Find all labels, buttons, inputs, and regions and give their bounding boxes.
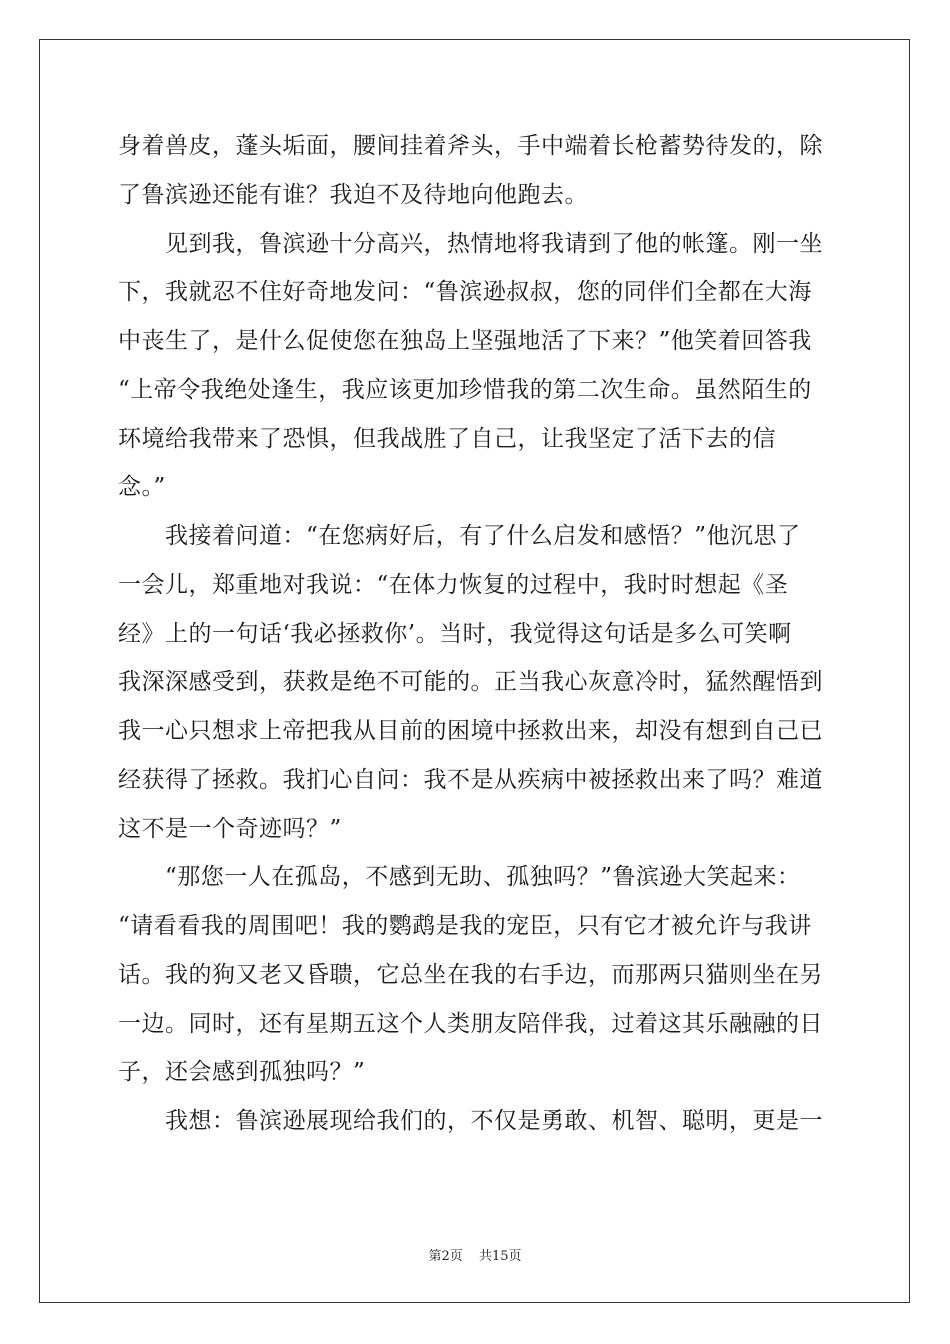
text-line: 中丧生了，是什么促使您在独岛上坚强地活了下来？”他笑着回答我 — [118, 328, 812, 354]
page-total: 共15页 — [478, 1249, 522, 1264]
text-line: 我接着问道：“在您病好后，有了什么启发和感悟？”他沉思了 — [118, 523, 801, 549]
text-line: 我深深感受到，获救是绝不可能的。正当我心灰意冷时，猛然醒悟到 — [118, 669, 823, 696]
text-line: 话。我的狗又老又昏聩，它总坐在我的右手边，而那两只猫则坐在另 — [118, 961, 823, 988]
text-line: 见到我，鲁滨逊十分高兴，热情地将我请到了他的帐篷。刚一坐 — [118, 230, 823, 257]
text-line: 子，还会感到孤独吗？” — [118, 1059, 366, 1086]
text-line: 一会儿，郑重地对我说：“在体力恢复的过程中，我时时想起《圣 — [118, 571, 789, 598]
text-line: 我一心只想求上帝把我从目前的困境中拯救出来，却没有想到自己已 — [118, 718, 823, 744]
text-line: 环境给我带来了恐惧，但我战胜了自己，让我坚定了活下去的信 — [118, 425, 776, 452]
text-line: 了鲁滨逊还能有谁？我迫不及待地向他跑去。 — [118, 181, 588, 208]
body-text — [118, 122, 834, 1146]
text-line: “那您一人在孤岛，不感到无助、孤独吗？”鲁滨逊大笑起来： — [118, 864, 801, 891]
text-line: 一边。同时，还有星期五这个人类朋友陪伴我，过着这其乐融融的日 — [118, 1010, 823, 1037]
page-footer — [0, 1245, 950, 1264]
text-line: 身着兽皮，蓬头垢面，腰间挂着斧头，手中端着长枪蓄势待发的，除 — [118, 133, 823, 159]
page-number: 第2页 — [428, 1249, 463, 1264]
text-line: 念。” — [118, 474, 166, 501]
text-line: 这不是一个奇迹吗？” — [118, 815, 342, 842]
text-line: 我想：鲁滨逊展现给我们的，不仅是勇敢、机智、聪明，更是一 — [118, 1108, 823, 1134]
text-line: 经获得了拯救。我扪心自问：我不是从疾病中被拯救出来了吗？难道 — [118, 766, 823, 793]
text-line: 经》上的一句话‘我必拯救你’。当时，我觉得这句话是多么可笑啊 — [118, 620, 792, 647]
text-line: “上帝令我绝处逢生，我应该更加珍惜我的第二次生命。虽然陌生的 — [118, 376, 812, 403]
text-line: “请看看我的周围吧！我的鹦鹉是我的宠臣，只有它才被允许与我讲 — [118, 913, 812, 939]
text-line: 下，我就忍不住好奇地发问：“鲁滨逊叔叔，您的同伴们全都在大海 — [118, 279, 812, 306]
